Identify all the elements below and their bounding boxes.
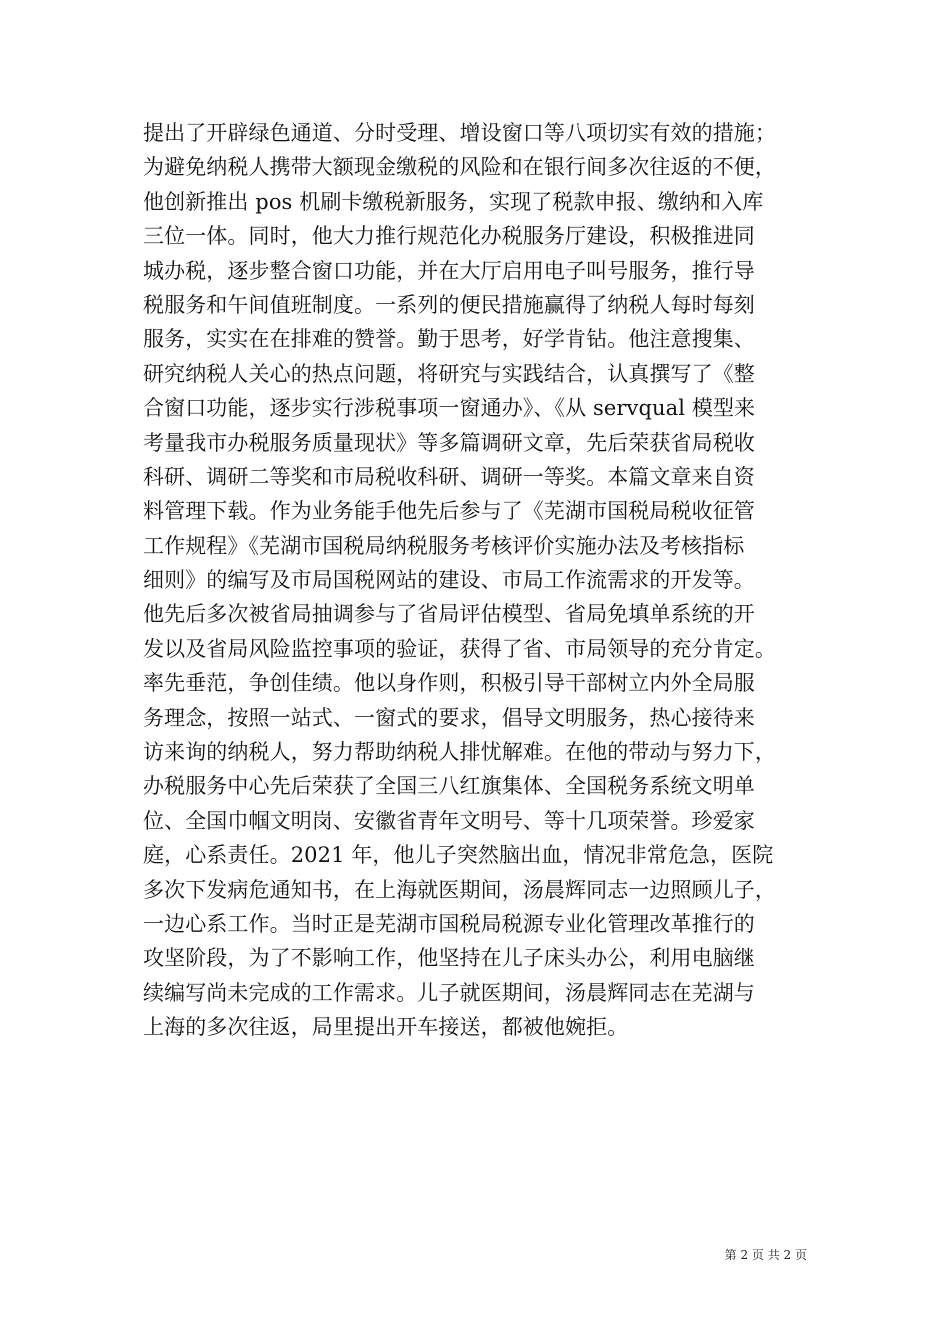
text-line: 攻坚阶段，为了不影响工作，他坚持在儿子床头办公，利用电脑继 bbox=[143, 946, 755, 971]
text-line: 合窗口功能，逐步实行涉税事项一窗通办》、《从 servqual 模型来 bbox=[143, 396, 756, 421]
text-line: 研究纳税人关心的热点问题，将研究与实践结合，认真撰写了《整 bbox=[143, 361, 755, 386]
text-line: 续编写尚未完成的工作需求。儿子就医期间，汤晨辉同志在芜湖与 bbox=[143, 980, 755, 1005]
text-line: 科研、调研二等奖和市局税收科研、调研一等奖。本篇文章来自资 bbox=[143, 464, 755, 489]
text-line: 办税服务中心先后荣获了全国三八红旗集体、全国税务系统文明单 bbox=[143, 774, 755, 799]
text-line: 税服务和午间值班制度。一系列的便民措施赢得了纳税人每时每刻 bbox=[143, 292, 755, 317]
text-line: 为避免纳税人携带大额现金缴税的风险和在银行间多次往返的不便， bbox=[143, 155, 776, 180]
text-line: 庭，心系责任。2021 年，他儿子突然脑出血，情况非常危急，医院 bbox=[143, 843, 774, 868]
text-line: 服务，实实在在排难的赞誉。勤于思考，好学肯钻。他注意搜集、 bbox=[143, 327, 755, 352]
text-line: 发以及省局风险监控事项的验证，获得了省、市局领导的充分肯定。 bbox=[143, 636, 776, 661]
text-line: 考量我市办税服务质量现状》等多篇调研文章，先后荣获省局税收 bbox=[143, 430, 755, 455]
text-line: 工作规程》《芜湖市国税局纳税服务考核评价实施办法及考核指标 bbox=[143, 533, 745, 558]
text-line: 他创新推出 pos 机刷卡缴税新服务，实现了税款申报、缴纳和入库 bbox=[143, 189, 764, 214]
text-line: 提出了开辟绿色通道、分时受理、增设窗口等八项切实有效的措施； bbox=[143, 121, 776, 145]
text-line: 细则》的编写及市局国税网站的建设、市局工作流需求的开发等。 bbox=[143, 568, 755, 593]
text-line: 率先垂范，争创佳绩。他以身作则，积极引导干部树立内外全局服 bbox=[143, 671, 755, 696]
text-line: 访来询的纳税人，努力帮助纳税人排忧解难。在他的带动与努力下， bbox=[143, 740, 776, 765]
text-line: 三位一体。同时，他大力推行规范化办税服务厅建设，积极推进同 bbox=[143, 224, 755, 249]
text-line: 多次下发病危通知书，在上海就医期间，汤晨辉同志一边照顾儿子， bbox=[143, 877, 776, 902]
page-number-footer: 第 2 页 共 2 页 bbox=[724, 1248, 807, 1262]
text-line: 城办税，逐步整合窗口功能，并在大厅启用电子叫号服务，推行导 bbox=[143, 258, 755, 283]
text-line: 一边心系工作。当时正是芜湖市国税局税源专业化管理改革推行的 bbox=[143, 911, 755, 936]
body-paragraph bbox=[143, 116, 833, 1045]
text-line: 上海的多次往返，局里提出开车接送，都被他婉拒。 bbox=[143, 1015, 629, 1040]
text-line: 他先后多次被省局抽调参与了省局评估模型、省局免填单系统的开 bbox=[143, 602, 755, 627]
text-line: 务理念，按照一站式、一窗式的要求，倡导文明服务，热心接待来 bbox=[143, 705, 755, 730]
text-line: 料管理下载。作为业务能手他先后参与了《芜湖市国税局税收征管 bbox=[143, 499, 755, 524]
text-line: 位、全国巾帼文明岗、安徽省青年文明号、等十几项荣誉。珍爱家 bbox=[143, 808, 755, 833]
